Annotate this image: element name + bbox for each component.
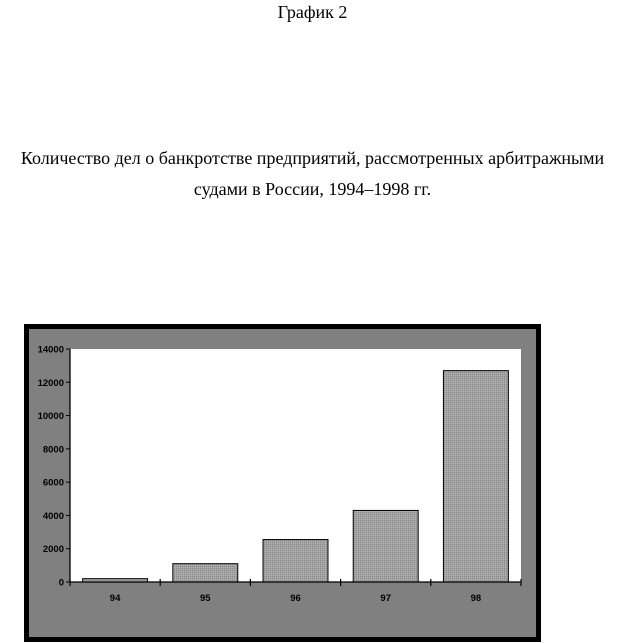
y-tick-label: 2000 (42, 544, 64, 556)
bar-chart (24, 324, 541, 642)
x-tick-label: 96 (290, 593, 301, 604)
y-tick-label: 6000 (42, 477, 64, 489)
y-tick-label: 8000 (42, 444, 64, 456)
bar-98 (443, 371, 508, 582)
x-tick-label: 97 (380, 593, 391, 604)
y-tick-label: 4000 (42, 510, 64, 522)
bar-95 (173, 564, 238, 582)
bar-96 (263, 540, 328, 582)
x-tick-label: 98 (470, 593, 482, 604)
chart-caption (0, 143, 625, 205)
x-tick-label: 95 (200, 593, 211, 604)
chart-number-label: График 2 (277, 2, 348, 22)
x-tick-label: 94 (109, 593, 121, 604)
y-tick-label: 10000 (37, 411, 64, 423)
y-tick-label: 12000 (37, 377, 64, 389)
caption-line-1: Количество дел о банкротстве предприятий, рассмотренных арбитражными (20, 148, 605, 168)
y-tick-label: 14000 (37, 344, 64, 356)
y-tick-label: 0 (58, 577, 64, 589)
bar-97 (353, 510, 418, 582)
caption-line-2: судами в России, 1994–1998 гг. (193, 179, 432, 199)
